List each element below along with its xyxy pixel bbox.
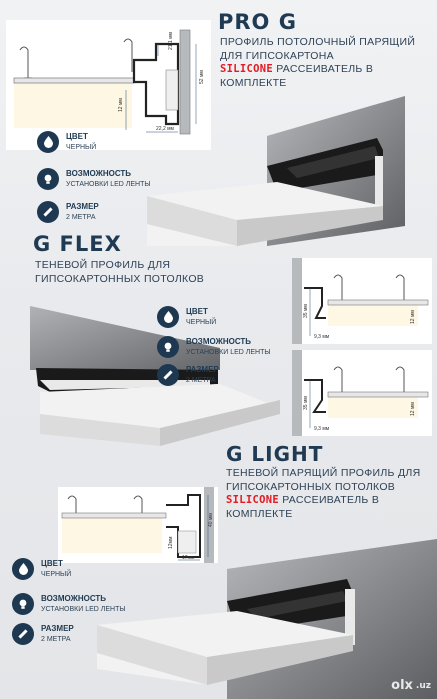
dimension-label: 35 мм: [303, 304, 309, 318]
dimension-label: 22,2 мм: [156, 126, 174, 132]
bulb-icon: [157, 336, 179, 358]
dimension-label: 40 мм: [208, 513, 214, 527]
feature-led: ВОЗМОЖНОСТЬ УСТАНОВКИ LED ЛЕНТЫ: [12, 593, 126, 615]
watermark-domain: .uz: [415, 680, 431, 691]
feature-led: ВОЗМОЖНОСТЬ УСТАНОВКИ LED ЛЕНТЫ: [157, 336, 271, 358]
section-title-g-light: G LIGHT: [226, 442, 324, 466]
g-flex-technical-drawing-bottom: [292, 350, 432, 436]
pro-g-3d-render: [147, 96, 437, 246]
feature-color: ЦВЕТ ЧЕРНЫЙ: [12, 558, 71, 580]
bulb-icon: [12, 593, 34, 615]
section-description-g-light: ТЕНЕВОЙ ПАРЯЩИЙ ПРОФИЛЬ ДЛЯ ГИПСОКАРТОННЫХ ПОТОЛКОВ SILICONE РАССЕИВАТЕЛЬ В КОМПЛЕКТЕ: [226, 467, 421, 520]
dimension-label: 12 мм: [118, 98, 124, 112]
feature-size: РАЗМЕР 2 МЕТРА: [12, 623, 74, 645]
g-light-3d-render: [97, 539, 437, 699]
section-description-pro-g: ПРОФИЛЬ ПОТОЛОЧНЫЙ ПАРЯЩИЙ ДЛЯ ГИПСОКАРТОНА SILICONE РАССЕИВАТЕЛЬ В КОМПЛЕКТЕ: [220, 36, 416, 89]
bulb-icon: [37, 168, 59, 190]
dimension-label: 9,3 мм: [314, 426, 330, 432]
ruler-icon: [12, 623, 34, 645]
drop-icon: [157, 306, 179, 328]
feature-color: ЦВЕТ ЧЕРНЫЙ: [157, 306, 216, 328]
drop-icon: [12, 558, 34, 580]
g-flex-technical-drawing-top: [292, 258, 432, 344]
dimension-label: 12 мм: [410, 310, 416, 324]
drop-icon: [37, 131, 59, 153]
dimension-label: 12мм: [168, 536, 174, 549]
feature-color: ЦВЕТ ЧЕРНЫЙ: [37, 131, 96, 153]
feature-size: РАЗМЕР 2 МЕТРА: [37, 201, 99, 223]
ruler-icon: [157, 364, 179, 386]
olx-logo: olx: [391, 678, 413, 693]
dimension-label: 9,3 мм: [314, 334, 330, 340]
feature-led: ВОЗМОЖНОСТЬ УСТАНОВКИ LED ЛЕНТЫ: [37, 168, 151, 190]
olx-watermark: [391, 678, 431, 693]
dimension-label: 35 мм: [303, 396, 309, 410]
section-title-g-flex: G FLEX: [33, 232, 122, 256]
section-title-pro-g: PRO G: [218, 10, 297, 34]
dimension-label: 52 мм: [199, 70, 205, 84]
dimension-label: 17мм: [182, 555, 195, 561]
feature-size: РАЗМЕР 2 МЕТРА: [157, 364, 219, 386]
dimension-label: 21,1 мм: [168, 32, 174, 50]
dimension-label: 12 мм: [410, 402, 416, 416]
section-description-g-flex: ТЕНЕВОЙ ПРОФИЛЬ ДЛЯ ГИПСОКАРТОННЫХ ПОТОЛКОВ: [35, 259, 205, 285]
g-flex-3d-render: [30, 296, 280, 446]
ruler-icon: [37, 201, 59, 223]
